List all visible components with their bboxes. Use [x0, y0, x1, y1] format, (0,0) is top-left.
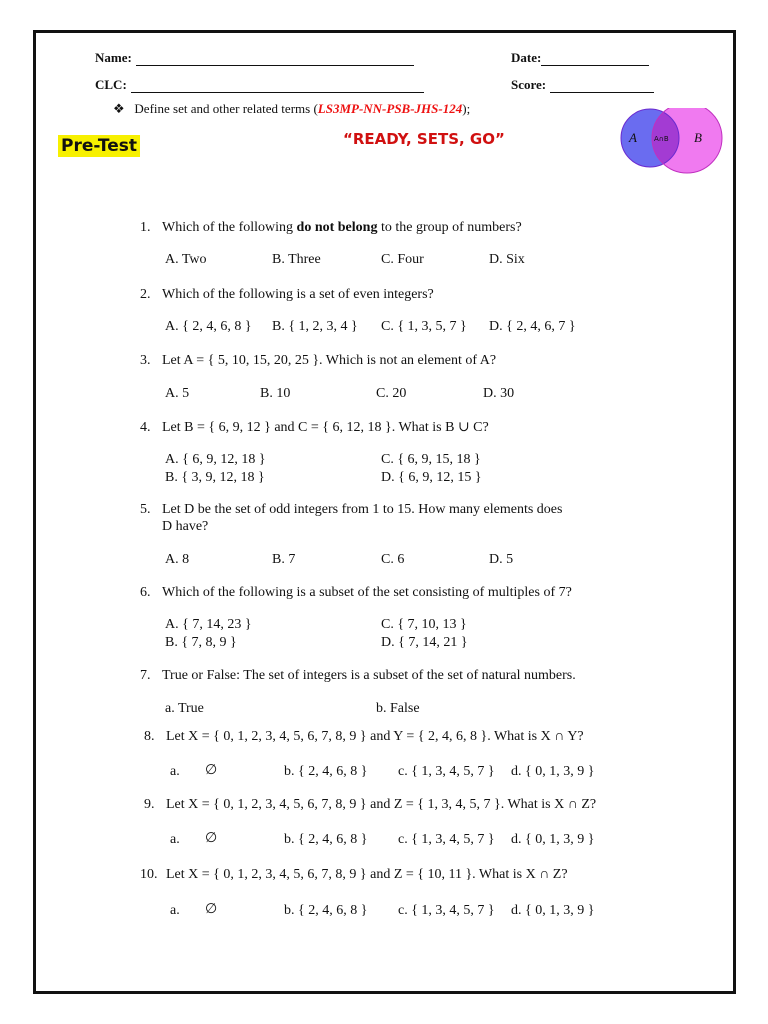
question-5-text: Let D be the set of odd integers from 1 to 15. How many elements does [162, 502, 563, 517]
objective-end: ); [462, 101, 471, 116]
question-9: 9. Let X = { 0, 1, 2, 3, 4, 5, 6, 7, 8, 9 } and Z = { 1, 3, 4, 5, 7 }. What is X ∩ Z? [144, 797, 597, 812]
option[interactable]: c. { 1, 3, 4, 5, 7 } [398, 903, 495, 918]
option[interactable]: B. 7 [272, 552, 296, 567]
option[interactable]: D. { 2, 4, 6, 7 } [489, 319, 576, 334]
option[interactable]: A. { 2, 4, 6, 8 } [165, 319, 252, 334]
question-2: 2. Which of the following is a set of even integers? [140, 287, 434, 302]
clc-label: CLC: [95, 77, 127, 92]
option[interactable]: a. True [165, 701, 204, 716]
clc-field[interactable] [95, 77, 424, 93]
option[interactable]: D. 5 [489, 552, 514, 567]
option[interactable]: B. 10 [260, 386, 291, 401]
question-8-text: Let X = { 0, 1, 2, 3, 4, 5, 6, 7, 8, 9 } and Y = { 2, 4, 6, 8 }. What is X ∩ Y? [166, 729, 584, 744]
option[interactable]: b. False [376, 701, 420, 716]
option[interactable]: d. { 0, 1, 3, 9 } [511, 832, 595, 847]
objective-text: Define set and other related terms ( [134, 101, 318, 116]
venn-diagram-icon [612, 108, 728, 174]
option[interactable]: D. { 7, 14, 21 } [381, 635, 468, 650]
empty-set-symbol: ∅ [205, 763, 218, 778]
option[interactable]: A. 8 [165, 552, 190, 567]
bullet-icon: ❖ [113, 101, 125, 116]
option[interactable]: d. { 0, 1, 3, 9 } [511, 903, 595, 918]
name-line [136, 53, 414, 66]
option[interactable]: a. [170, 764, 180, 779]
option[interactable]: C. Four [381, 252, 424, 267]
question-10: 10. Let X = { 0, 1, 2, 3, 4, 5, 6, 7, 8, 9 } and Z = { 10, 11 }. What is X ∩ Z? [140, 867, 568, 882]
venn-label-intersection: A∩B [654, 135, 669, 143]
date-field[interactable] [511, 50, 649, 66]
question-5: 5. Let D be the set of odd integers from 1 to 15. How many elements does [140, 502, 563, 517]
date-line [541, 53, 649, 66]
option[interactable]: a. [170, 903, 180, 918]
option[interactable]: B. { 3, 9, 12, 18 } [165, 470, 265, 485]
clc-line [131, 80, 424, 93]
pretest-banner [58, 136, 140, 156]
motto: “READY, SETS, GO” [343, 130, 505, 148]
score-label: Score: [511, 77, 547, 92]
question-6: 6. Which of the following is a subset of the set consisting of multiples of 7? [140, 585, 572, 600]
pretest-label: Pre-Test [58, 135, 140, 157]
option[interactable]: a. [170, 832, 180, 847]
option[interactable]: D. { 6, 9, 12, 15 } [381, 470, 482, 485]
option[interactable]: C. 20 [376, 386, 407, 401]
question-4: 4. Let B = { 6, 9, 12 } and C = { 6, 12, 18 }. What is B ∪ C? [140, 420, 489, 435]
name-label: Name: [95, 50, 132, 65]
question-1: 1. Which of the following do not belong to the group of numbers? [140, 220, 522, 235]
question-7: 7. True or False: The set of integers is a subset of the set of natural numbers. [140, 668, 576, 683]
name-field[interactable] [95, 50, 414, 66]
question-10-text: Let X = { 0, 1, 2, 3, 4, 5, 6, 7, 8, 9 } and Z = { 10, 11 }. What is X ∩ Z? [166, 867, 568, 882]
option[interactable]: D. Six [489, 252, 525, 267]
question-3-text: Let A = { 5, 10, 15, 20, 25 }. Which is not an element of A? [162, 353, 497, 368]
question-7-text: True or False: The set of integers is a subset of the set of natural numbers. [162, 668, 576, 683]
option[interactable]: b. { 2, 4, 6, 8 } [284, 903, 368, 918]
venn-label-a: A [629, 130, 637, 145]
score-line [550, 80, 654, 93]
option[interactable]: C. { 1, 3, 5, 7 } [381, 319, 467, 334]
option[interactable]: d. { 0, 1, 3, 9 } [511, 764, 595, 779]
option[interactable]: A. { 7, 14, 23 } [165, 617, 252, 632]
question-1-text: Which of the following do not belong to the group of numbers? [162, 220, 522, 235]
option[interactable]: C. { 6, 9, 15, 18 } [381, 452, 481, 467]
option[interactable]: B. { 7, 8, 9 } [165, 635, 237, 650]
option[interactable]: A. Two [165, 252, 207, 267]
question-8: 8. Let X = { 0, 1, 2, 3, 4, 5, 6, 7, 8, 9 } and Y = { 2, 4, 6, 8 }. What is X ∩ Y? [144, 729, 584, 744]
option[interactable]: A. 5 [165, 386, 190, 401]
option[interactable]: b. { 2, 4, 6, 8 } [284, 832, 368, 847]
option[interactable]: c. { 1, 3, 4, 5, 7 } [398, 832, 495, 847]
question-2-text: Which of the following is a set of even integers? [162, 287, 434, 302]
question-9-text: Let X = { 0, 1, 2, 3, 4, 5, 6, 7, 8, 9 } and Z = { 1, 3, 4, 5, 7 }. What is X ∩ Z? [166, 797, 597, 812]
option[interactable]: b. { 2, 4, 6, 8 } [284, 764, 368, 779]
question-4-text: Let B = { 6, 9, 12 } and C = { 6, 12, 18 }. What is B ∪ C? [162, 420, 489, 435]
option[interactable]: B. { 1, 2, 3, 4 } [272, 319, 358, 334]
empty-set-symbol: ∅ [205, 902, 218, 917]
option[interactable]: B. Three [272, 252, 321, 267]
option[interactable]: A. { 6, 9, 12, 18 } [165, 452, 266, 467]
option[interactable]: D. 30 [483, 386, 515, 401]
question-6-text: Which of the following is a subset of the set consisting of multiples of 7? [162, 585, 572, 600]
option[interactable]: C. 6 [381, 552, 405, 567]
question-5-text-cont: D have? [162, 519, 209, 534]
option[interactable]: C. { 7, 10, 13 } [381, 617, 467, 632]
date-label: Date: [511, 50, 542, 65]
option[interactable]: c. { 1, 3, 4, 5, 7 } [398, 764, 495, 779]
score-field[interactable] [511, 77, 654, 93]
empty-set-symbol: ∅ [205, 831, 218, 846]
objective-line [113, 101, 470, 117]
venn-label-b: B [694, 130, 702, 145]
question-3: 3. Let A = { 5, 10, 15, 20, 25 }. Which is not an element of A? [140, 353, 497, 368]
objective-code: LS3MP-NN-PSB-JHS-124 [317, 101, 463, 116]
